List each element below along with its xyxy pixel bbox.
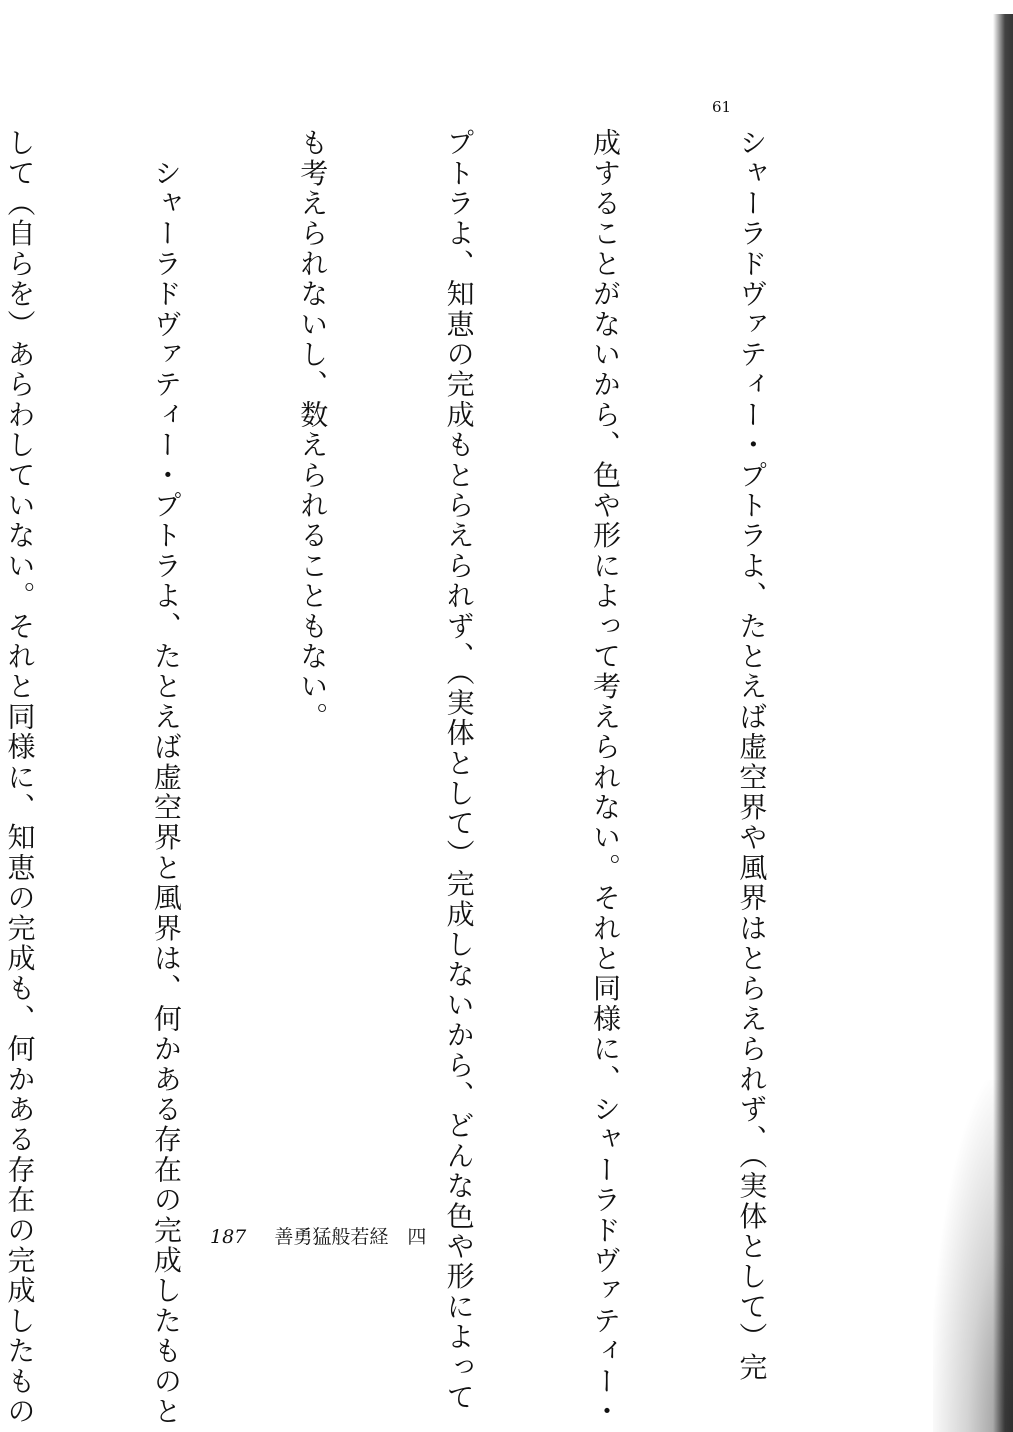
folio-number: 187 [210, 1226, 247, 1248]
scan-shadow [933, 1080, 1013, 1432]
page-number: 61 [712, 98, 732, 116]
text-line: も考えられないし、数えられることもない。 [296, 128, 330, 732]
text-line: して（自らを）あらわしていない。それと同様に、知恵の完成も、何かある存在の完成したもの [3, 128, 37, 1427]
running-title: 善勇猛般若経 四 [274, 1226, 427, 1248]
text-line: シャーラドヴァティー・プトラよ、たとえば虚空界と風界は、何かある存在の完成したものと [149, 128, 183, 1427]
text-line: シャーラドヴァティー・プトラよ、たとえば虚空界や風界はとらえられず、（実体として）完 [735, 128, 769, 1383]
text-line: 成することがないから、色や形によって考えられない。それと同様に、シャーラドヴァティー・ [589, 128, 623, 1427]
text-line: プトラよ、知恵の完成もとらえられず、（実体として）完成しないから、どんな色や形によって [442, 128, 476, 1413]
page-footer [210, 1222, 426, 1249]
